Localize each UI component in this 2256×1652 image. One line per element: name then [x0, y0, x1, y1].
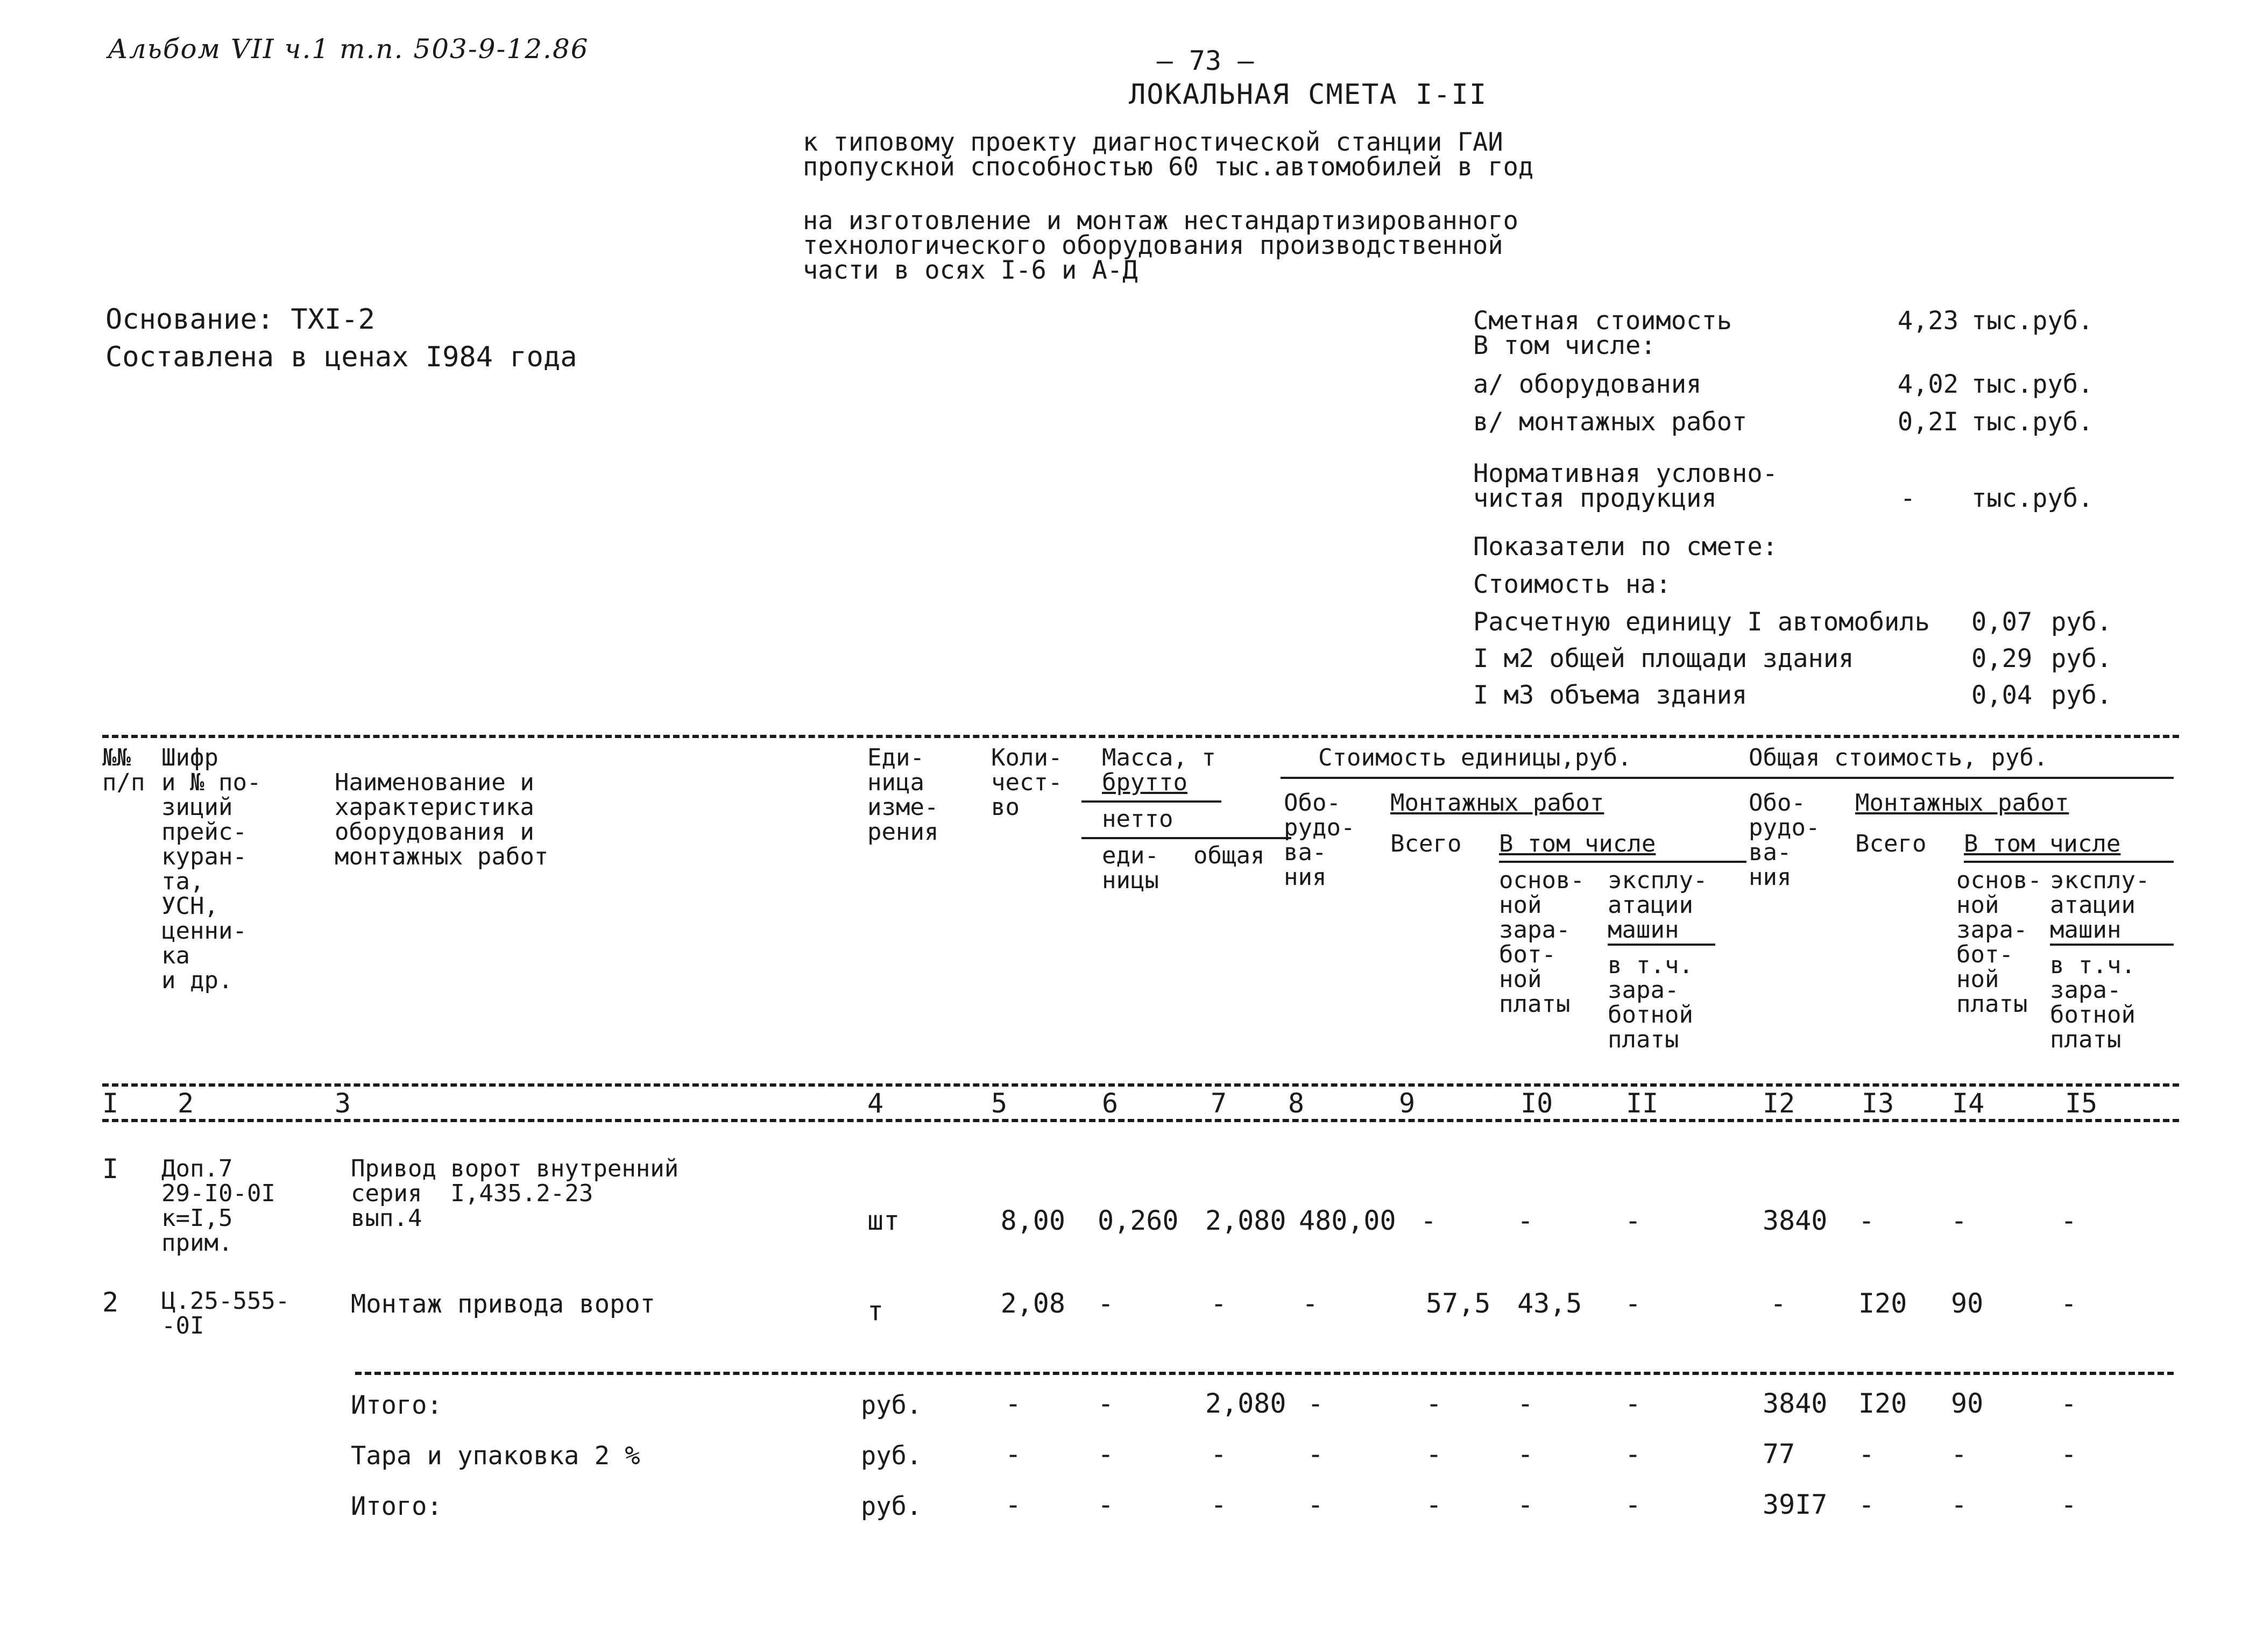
header-underline [1081, 837, 1291, 839]
column-number: I3 [1862, 1088, 1894, 1119]
summary-unit: руб. [2051, 607, 2112, 637]
album-reference: Альбом VII ч.1 т.п. 503-9-12.86 [108, 33, 589, 65]
totals-label: Итого: [351, 1391, 442, 1420]
header-cell: В том числе [1499, 830, 1656, 857]
header-cell: нетто [1102, 805, 1173, 833]
summary-value: 0,04 [1971, 680, 2033, 710]
summary-label: а/ оборудования [1473, 370, 1702, 399]
row-mass-unit: - [1098, 1288, 1114, 1319]
totals-label: Тара и упаковка 2 % [351, 1441, 640, 1471]
row-wage-unit: 43,5 [1517, 1288, 1582, 1319]
header-cell: общая [1193, 842, 1265, 869]
subtitle-line: к типовому проекту диагностической станции ГАИ [803, 127, 1503, 157]
header-cell: основ- ной зара- бот- ной платы [1499, 867, 1585, 1018]
row-mount-total: I20 [1858, 1288, 1907, 1319]
totals-cell: I20 [1858, 1388, 1907, 1419]
row-unit: т [867, 1295, 884, 1327]
column-number: II [1626, 1088, 1659, 1119]
totals-cell: - [2061, 1388, 2077, 1419]
summary-value: 0,29 [1971, 644, 2033, 673]
totals-cell: - [1951, 1489, 1968, 1520]
header-underline [1499, 861, 1746, 863]
totals-cell: - [1307, 1388, 1324, 1419]
row-code: Ц.25-555- -0I [161, 1287, 290, 1339]
totals-cell: - [1426, 1388, 1442, 1419]
header-cell: эксплу- атации машин [1608, 867, 1708, 944]
row-equip-total: - [1770, 1288, 1787, 1319]
table-header-rule [102, 1083, 2179, 1087]
totals-cell: - [1517, 1388, 1534, 1419]
header-cell: еди- ницы [1102, 842, 1159, 894]
header-cell: Коли- чест- во [991, 744, 1063, 821]
subtitle-line: технологического оборудования производственной [803, 231, 1503, 260]
header-cell: Наименование и характеристика оборудования и монтажных работ [335, 769, 549, 870]
summary-unit: тыс.руб. [1971, 306, 2094, 336]
summary-unit: руб. [2051, 644, 2112, 673]
row-name: Монтаж привода ворот [351, 1289, 655, 1319]
row-number: I [102, 1153, 119, 1185]
header-cell: Общая стоимость, руб. [1749, 744, 2048, 771]
document-title: ЛОКАЛЬНАЯ СМЕТА I-II [1129, 79, 1488, 111]
row-wage-total: - [1951, 1205, 1968, 1236]
column-number: 6 [1102, 1088, 1119, 1119]
header-cell: эксплу- атации машин [2050, 867, 2150, 944]
row-mass-unit: 0,260 [1098, 1205, 1179, 1236]
header-cell: Всего [1390, 830, 1462, 857]
totals-cell: - [1517, 1489, 1534, 1520]
totals-cell: 90 [1951, 1388, 1984, 1419]
column-number: I4 [1952, 1088, 1985, 1119]
row-mass-total: - [1211, 1288, 1227, 1319]
subtitle-line: пропускной способностью 60 тыс.автомобилей в год [803, 152, 1534, 182]
header-cell: Еди- ница изме- рения [867, 744, 939, 846]
row-equip-unit: 480,00 [1299, 1205, 1396, 1236]
totals-cell: - [1517, 1438, 1534, 1470]
header-cell: В том числе [1964, 830, 2121, 857]
summary-label: I м2 общей площади здания [1473, 644, 1854, 673]
summary-label: I м3 объема здания [1473, 680, 1748, 710]
row-code: Доп.7 29-I0-0I к=I,5 прим. [161, 1155, 275, 1257]
row-mass-total: 2,080 [1205, 1205, 1286, 1236]
totals-cell: - [1307, 1489, 1324, 1520]
summary-label: Показатели по смете: [1473, 532, 1778, 562]
summary-label: чистая продукция [1473, 484, 1717, 513]
page-number: – 73 – [1156, 45, 1254, 76]
totals-cell: - [1426, 1438, 1442, 1470]
header-cell: Всего [1855, 830, 1927, 857]
prices-year-text: Составлена в ценах I984 года [105, 341, 577, 373]
totals-unit: руб. [861, 1441, 922, 1471]
column-number: 3 [335, 1088, 351, 1119]
summary-label: Расчетную единицу I автомобиль [1473, 607, 1930, 637]
totals-cell: - [1098, 1388, 1114, 1419]
row-mount-total: - [1858, 1205, 1875, 1236]
row-number: 2 [102, 1287, 119, 1318]
totals-cell: - [1098, 1489, 1114, 1520]
header-cell: брутто [1102, 769, 1187, 796]
totals-cell: - [1858, 1489, 1875, 1520]
summary-value: - [1900, 484, 1915, 513]
totals-cell: - [1625, 1388, 1642, 1419]
row-mount-unit: - [1420, 1205, 1437, 1236]
summary-value: 4,23 [1897, 306, 1958, 336]
column-number: 8 [1288, 1088, 1305, 1119]
summary-unit: тыс.руб. [1971, 484, 2094, 513]
header-cell: Шифр и № по- зиций прейс- куран- та, УСН, ценни- ка и др. [161, 744, 261, 994]
column-number: I0 [1520, 1088, 1553, 1119]
totals-label: Итого: [351, 1492, 442, 1521]
row-equip-total: 3840 [1763, 1205, 1828, 1236]
totals-cell: - [1951, 1438, 1968, 1470]
row-equip-unit: - [1302, 1288, 1319, 1319]
summary-label: Нормативная условно- [1473, 459, 1778, 488]
header-underline [1964, 861, 2174, 863]
summary-unit: руб. [2051, 680, 2112, 710]
row-machines-total: - [2061, 1205, 2077, 1236]
header-cell: Монтажных работ [1390, 789, 1604, 817]
subtitle-line: на изготовление и монтаж нестандартизированного [803, 206, 1518, 236]
header-cell: в т.ч. зара- ботной платы [2050, 952, 2135, 1053]
header-cell: Обо- рудо- ва- ния [1284, 789, 1355, 891]
table-top-rule [102, 735, 2179, 738]
row-wage-total: 90 [1951, 1288, 1984, 1319]
totals-cell: - [1005, 1438, 1022, 1470]
header-cell: Обо- рудо- ва- ния [1749, 789, 1820, 891]
summary-unit: тыс.руб. [1971, 407, 2094, 437]
header-cell: основ- ной зара- бот- ной платы [1956, 867, 2042, 1018]
column-number: I2 [1763, 1088, 1795, 1119]
header-cell: №№ п/п [102, 744, 145, 796]
summary-label: в/ монтажных работ [1473, 407, 1748, 437]
totals-cell: - [1005, 1489, 1022, 1520]
totals-cell: 77 [1763, 1438, 1795, 1470]
column-number: I [102, 1088, 119, 1119]
header-cell: Масса, т [1102, 744, 1216, 771]
column-number: 2 [178, 1088, 194, 1119]
summary-label: В том числе: [1473, 331, 1656, 360]
column-number: 9 [1399, 1088, 1416, 1119]
column-number: 5 [991, 1088, 1008, 1119]
row-qty: 8,00 [1000, 1205, 1065, 1236]
subtotal-rule [355, 1372, 2174, 1375]
header-cell: в т.ч. зара- ботной платы [1608, 952, 1693, 1053]
totals-cell: - [1858, 1438, 1875, 1470]
totals-unit: руб. [861, 1391, 922, 1420]
subtitle-line: части в осях I-6 и А-Д [803, 256, 1138, 285]
basis-text: Основание: ТХI-2 [105, 303, 375, 336]
header-underline [2050, 944, 2174, 946]
totals-cell: - [1211, 1438, 1227, 1470]
summary-unit: тыс.руб. [1971, 370, 2094, 399]
header-underline [1608, 944, 1715, 946]
header-cell: Монтажных работ [1855, 789, 2069, 817]
row-machines-unit: - [1625, 1288, 1642, 1319]
summary-value: 0,2I [1897, 407, 1958, 437]
totals-cell: - [1307, 1438, 1324, 1470]
row-machines-total: - [2061, 1288, 2077, 1319]
header-underline [1749, 777, 2174, 779]
column-number: 4 [867, 1088, 884, 1119]
totals-cell: - [1625, 1438, 1642, 1470]
totals-cell: - [1211, 1489, 1227, 1520]
totals-cell: - [1005, 1388, 1022, 1419]
totals-unit: руб. [861, 1492, 922, 1521]
totals-cell: - [2061, 1489, 2077, 1520]
totals-cell: 2,080 [1205, 1388, 1286, 1419]
row-mount-unit: 57,5 [1426, 1288, 1491, 1319]
column-number: 7 [1211, 1088, 1227, 1119]
header-cell: Стоимость единицы,руб. [1318, 744, 1632, 771]
row-machines-unit: - [1625, 1205, 1642, 1236]
header-underline [1281, 777, 1754, 779]
summary-label: Сметная стоимость [1473, 306, 1732, 336]
column-numbers-rule [102, 1119, 2179, 1122]
row-qty: 2,08 [1000, 1288, 1065, 1319]
totals-cell: 39I7 [1763, 1489, 1828, 1520]
totals-cell: - [1625, 1489, 1642, 1520]
header-underline [1081, 800, 1221, 803]
row-unit: шт [867, 1205, 900, 1236]
summary-value: 4,02 [1897, 370, 1958, 399]
totals-cell: - [1098, 1438, 1114, 1470]
row-wage-unit: - [1517, 1205, 1534, 1236]
column-number: I5 [2065, 1088, 2098, 1119]
totals-cell: 3840 [1763, 1388, 1828, 1419]
summary-value: 0,07 [1971, 607, 2033, 637]
row-name: Привод ворот внутренний серия I,435.2-23 вып.4 [351, 1155, 679, 1232]
totals-cell: - [2061, 1438, 2077, 1470]
totals-cell: - [1426, 1489, 1442, 1520]
summary-label: Стоимость на: [1473, 570, 1671, 599]
